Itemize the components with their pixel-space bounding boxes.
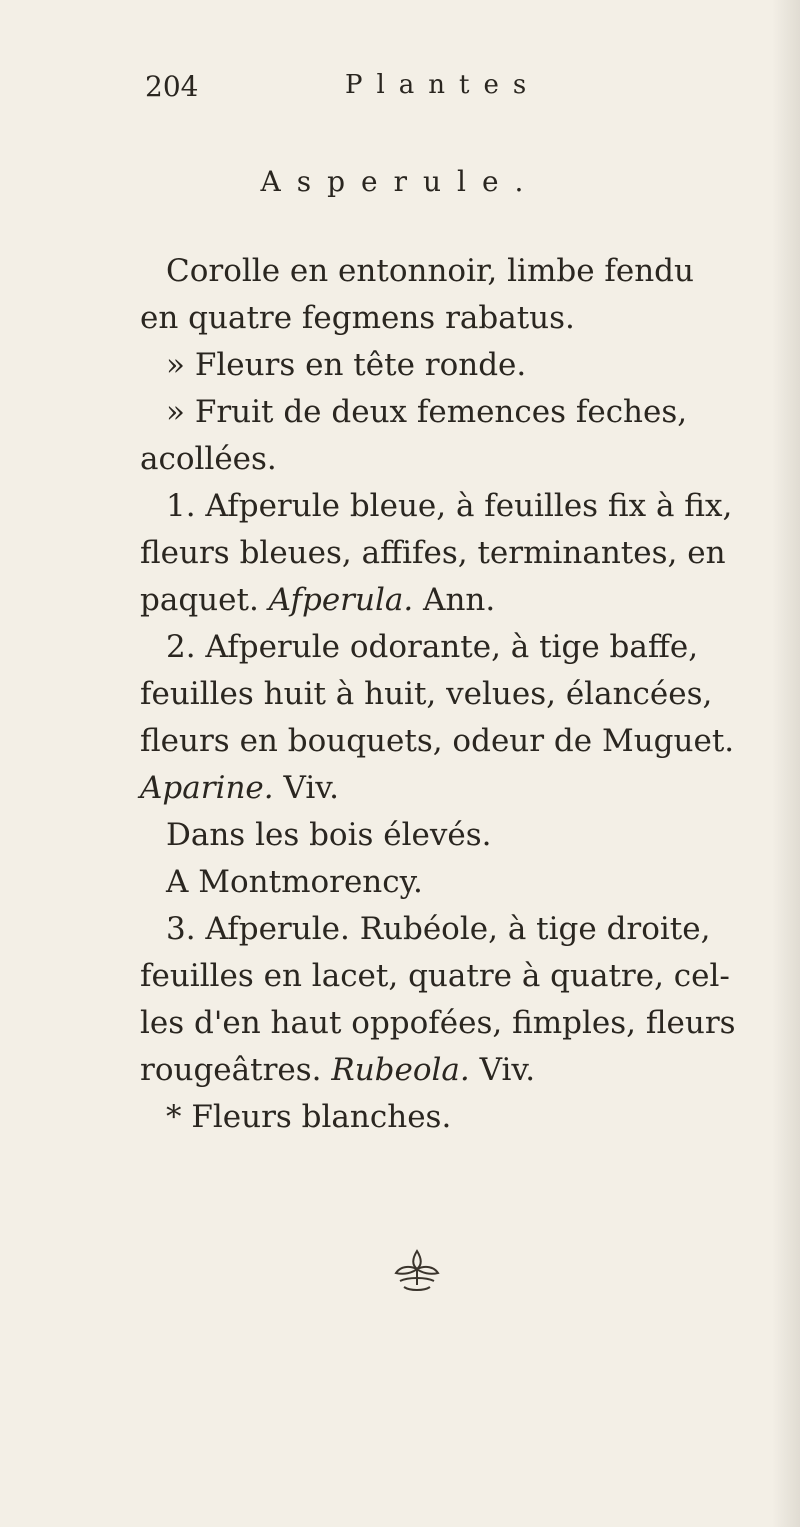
text-line	[140, 1094, 760, 1141]
text-line	[140, 718, 760, 765]
running-title: Plantes	[345, 70, 541, 100]
latin-name: Rubeola.	[331, 1052, 470, 1088]
text-span: 3. Afperule. Rubéole, à tige droite,	[166, 911, 711, 947]
text-span: paquet.	[140, 582, 269, 618]
text-line	[140, 530, 760, 577]
text-line	[140, 1047, 760, 1094]
text-span: fleurs en bouquets, odeur de Muguet.	[140, 723, 735, 759]
text-span: » Fleurs en tête ronde.	[166, 347, 527, 383]
text-line	[140, 342, 760, 389]
text-line	[140, 953, 760, 1000]
text-line	[140, 906, 760, 953]
text-span: A Montmorency.	[166, 864, 423, 900]
text-span: acollées.	[140, 441, 277, 477]
text-span: 1. Afperule bleue, à feuilles fix à fix,	[166, 488, 733, 524]
text-line	[140, 295, 760, 342]
page-number: 204	[145, 70, 199, 103]
text-span: feuilles huit à huit, velues, élancées,	[140, 676, 713, 712]
fleuron-ornament-icon	[390, 1245, 444, 1297]
text-span: Corolle en entonnoir, limbe fendu	[166, 253, 694, 289]
latin-name: Afperula.	[268, 582, 414, 618]
text-line	[140, 436, 760, 483]
body-text	[140, 248, 760, 1141]
text-line	[140, 248, 760, 295]
text-line	[140, 389, 760, 436]
text-span: feuilles en lacet, quatre à quatre, cel-	[140, 958, 730, 994]
running-head	[145, 70, 665, 110]
text-span: les d'en haut oppofées, fimples, fleurs	[140, 1005, 736, 1041]
text-line	[140, 624, 760, 671]
text-span: Ann.	[413, 582, 496, 618]
text-line	[140, 483, 760, 530]
text-span: en quatre fegmens rabatus.	[140, 300, 575, 336]
section-title: Asperule.	[260, 165, 540, 198]
page-edge-shadow	[772, 0, 800, 1527]
text-span: Viv.	[469, 1052, 536, 1088]
text-span: Viv.	[273, 770, 339, 806]
text-line	[140, 859, 760, 906]
text-line	[140, 671, 760, 718]
text-span: » Fruit de deux femences feches,	[166, 394, 688, 430]
latin-name: Aparine.	[140, 770, 274, 806]
text-line	[140, 1000, 760, 1047]
text-span: * Fleurs blanches.	[166, 1099, 452, 1135]
text-span: 2. Afperule odorante, à tige baffe,	[166, 629, 699, 665]
text-line	[140, 765, 760, 812]
text-line	[140, 812, 760, 859]
text-line	[140, 577, 760, 624]
text-span: fleurs bleues, affifes, terminantes, en	[140, 535, 726, 571]
text-span: Dans les bois élevés.	[166, 817, 492, 853]
text-span: rougeâtres.	[140, 1052, 332, 1088]
